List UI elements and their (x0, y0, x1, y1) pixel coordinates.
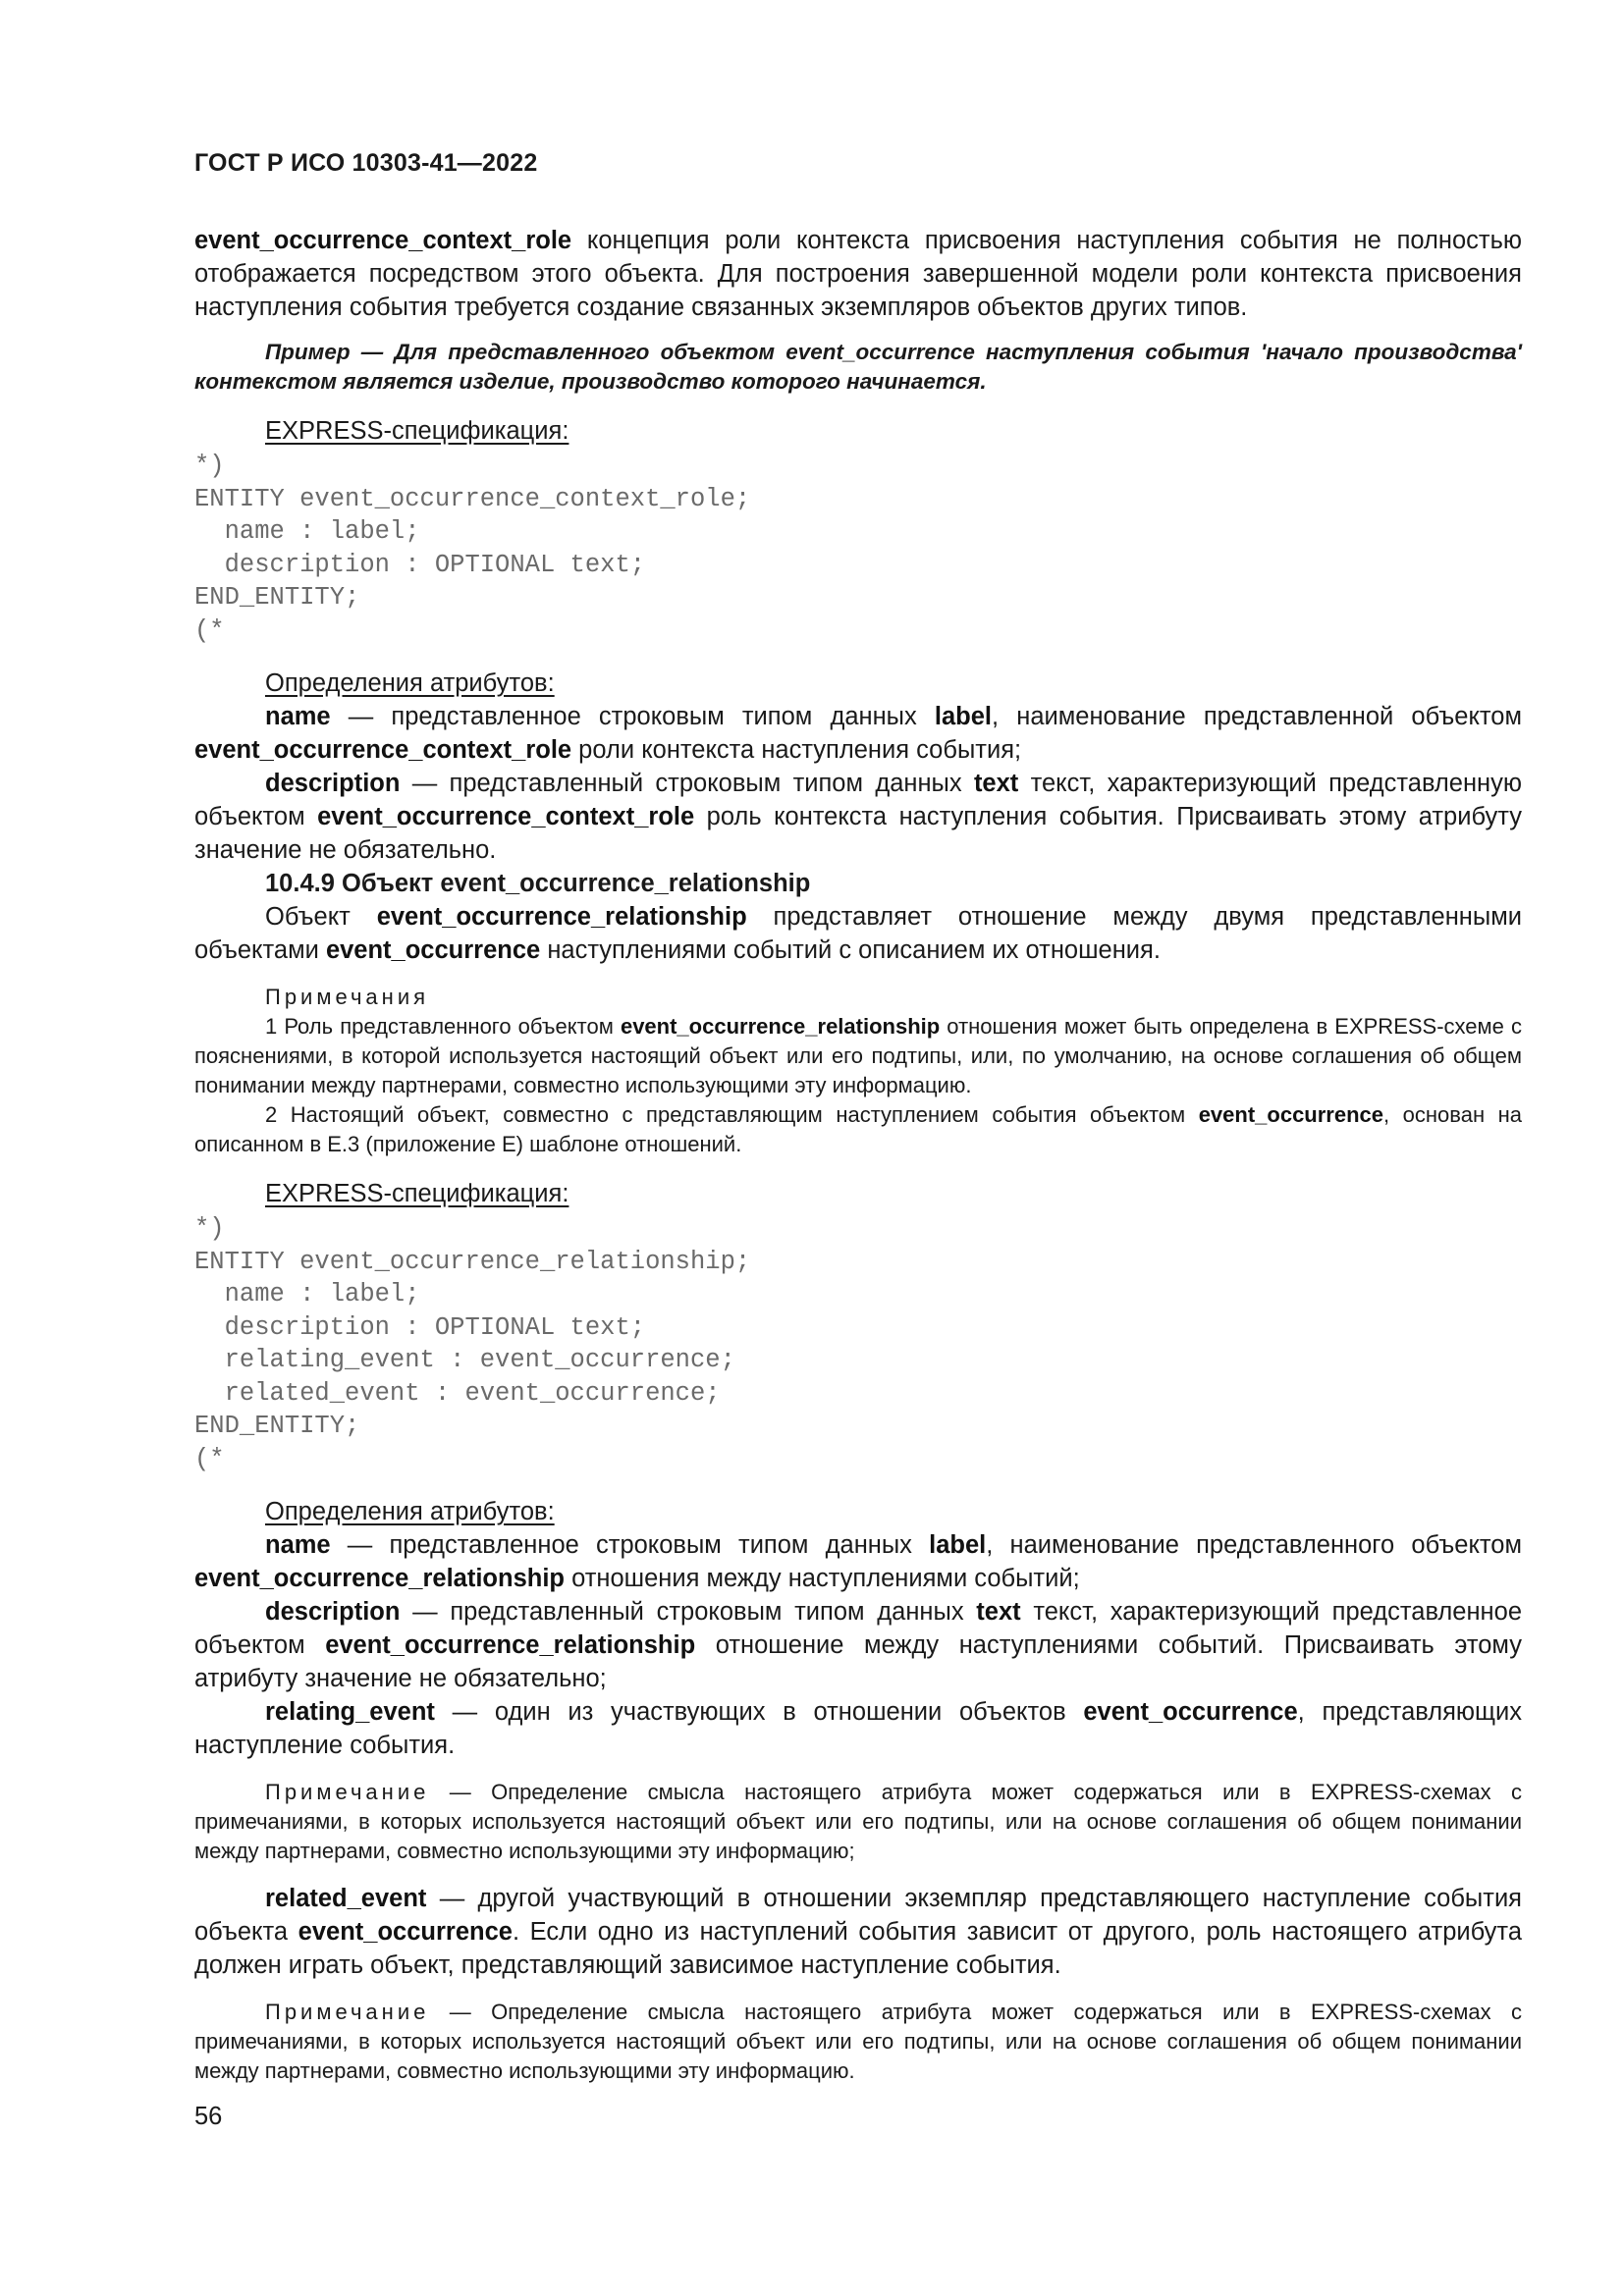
code-line: ENTITY event_occurrence_relationship; (194, 1247, 751, 1276)
code-line: description : OPTIONAL text; (194, 550, 646, 579)
section-paragraph: Объект event_occurrence_relationship представляет отношение между двумя представленными объектами event_occurrence наступлениями событий с описанием их отношения. (194, 903, 1522, 964)
express-spec-label-2: EXPRESS-спецификация: (265, 1180, 569, 1207)
intro-paragraph (194, 224, 1522, 324)
example-text-1: Пример — Для представленного объектом (265, 340, 786, 364)
note-relating-event: Примечание — Определение смысла настоящего атрибута может содержаться или в EXPRESS-схемах с примечаниями, в которых используется настоящий объект или его подтипы, или на основе соглашения об общем понимании между партнерами, совместно использующими эту информацию; (194, 1780, 1522, 1863)
note-related-event: Примечание — Определение смысла настоящего атрибута может содержаться или в EXPRESS-схемах с примечаниями, в которых используется настоящий объект или его подтипы, или на основе соглашения об общем понимании между партнерами, совместно использующими эту информацию. (194, 2000, 1522, 2083)
example-term: event_occurrence (785, 340, 975, 364)
attr-relating-event: relating_event — один из участвующих в отношении объектов event_occurrence, представляющих наступление события. (194, 1698, 1523, 1759)
code-line: related_event : event_occurrence; (194, 1378, 721, 1408)
example-text-2: наступления события 'начало производства' контекстом является изделие, производство которого начинается. (194, 340, 1522, 394)
note-2: 2 Настоящий объект, совместно с представляющим наступлением события объектом event_occurrence, основан на описанном в Е.3 (приложение Е) шаблоне отношений. (194, 1102, 1522, 1156)
attr-name-1: name — представленное строковым типом данных label, наименование представленной объектом event_occurrence_context_role роли контекста наступления события; (194, 703, 1523, 764)
express-code-block-1 (194, 450, 1522, 647)
code-line: END_ENTITY; (194, 1412, 360, 1440)
attr-description-1: description — представленный строковым типом данных text текст, характеризующий представленную объектом event_occurrence_context_role роль контекста наступления события. Присваивать этому атрибуту значение не обязательно. (194, 770, 1523, 864)
example-paragraph (194, 338, 1522, 397)
page-number: 56 (194, 2103, 223, 2130)
express-spec-label-1: EXPRESS-спецификация: (265, 417, 569, 445)
code-line: ENTITY event_occurrence_context_role; (194, 484, 751, 513)
note-1: 1 Роль представленного объектом event_occurrence_relationship отношения может быть определена в EXPRESS-схеме с пояснениями, в которой используется настоящий объект или его подтипы, или, по умолчанию, на основе соглашения об общем понимании между партнерами, совместно использующими эту информацию. (194, 1014, 1522, 1097)
intro-text: концепция роли контекста присвоения наступления события не полностью отображается посредством этого объекта. Для построения завершенной модели роли контекста присвоения наступления события требуется создание связанных экземпляров объектов других типов. (194, 227, 1522, 321)
notes-title: Примечания (265, 985, 430, 1009)
code-line: END_ENTITY; (194, 583, 360, 612)
attr-name-2: name — представленное строковым типом данных label, наименование представленного объектом event_occurrence_relationship отношения между наступлениями событий; (194, 1531, 1522, 1592)
attr-description-2: description — представленный строковым типом данных text текст, характеризующий представленное объектом event_occurrence_relationship отношение между наступлениями событий. Присваивать этому атрибуту значение не обязательно; (194, 1598, 1523, 1692)
intro-term: event_occurrence_context_role (194, 227, 572, 254)
code-line: *) (194, 452, 225, 480)
code-line: relating_event : event_occurrence; (194, 1346, 735, 1374)
attr-defs-label-2: Определения атрибутов: (265, 1498, 555, 1525)
code-line: name : label; (194, 1280, 420, 1308)
section-heading: 10.4.9 Объект event_occurrence_relationship (265, 870, 811, 897)
attr-defs-label-1: Определения атрибутов: (265, 669, 555, 697)
document-body (194, 224, 1522, 2133)
code-line: description : OPTIONAL text; (194, 1312, 646, 1342)
code-line: (* (194, 615, 225, 645)
code-line: (* (194, 1444, 225, 1473)
document-header: ГОСТ Р ИСО 10303-41—2022 (194, 149, 538, 177)
attr-related-event: related_event — другой участвующий в отношении экземпляр представляющего наступление события объекта event_occurrence. Если одно из наступлений события зависит от другого, роль настоящего атрибута должен играть объект, представляющий зависимое наступление события. (194, 1885, 1522, 1979)
express-code-block-2 (194, 1212, 1522, 1475)
code-line: name : label; (194, 517, 420, 546)
code-line: *) (194, 1214, 225, 1243)
